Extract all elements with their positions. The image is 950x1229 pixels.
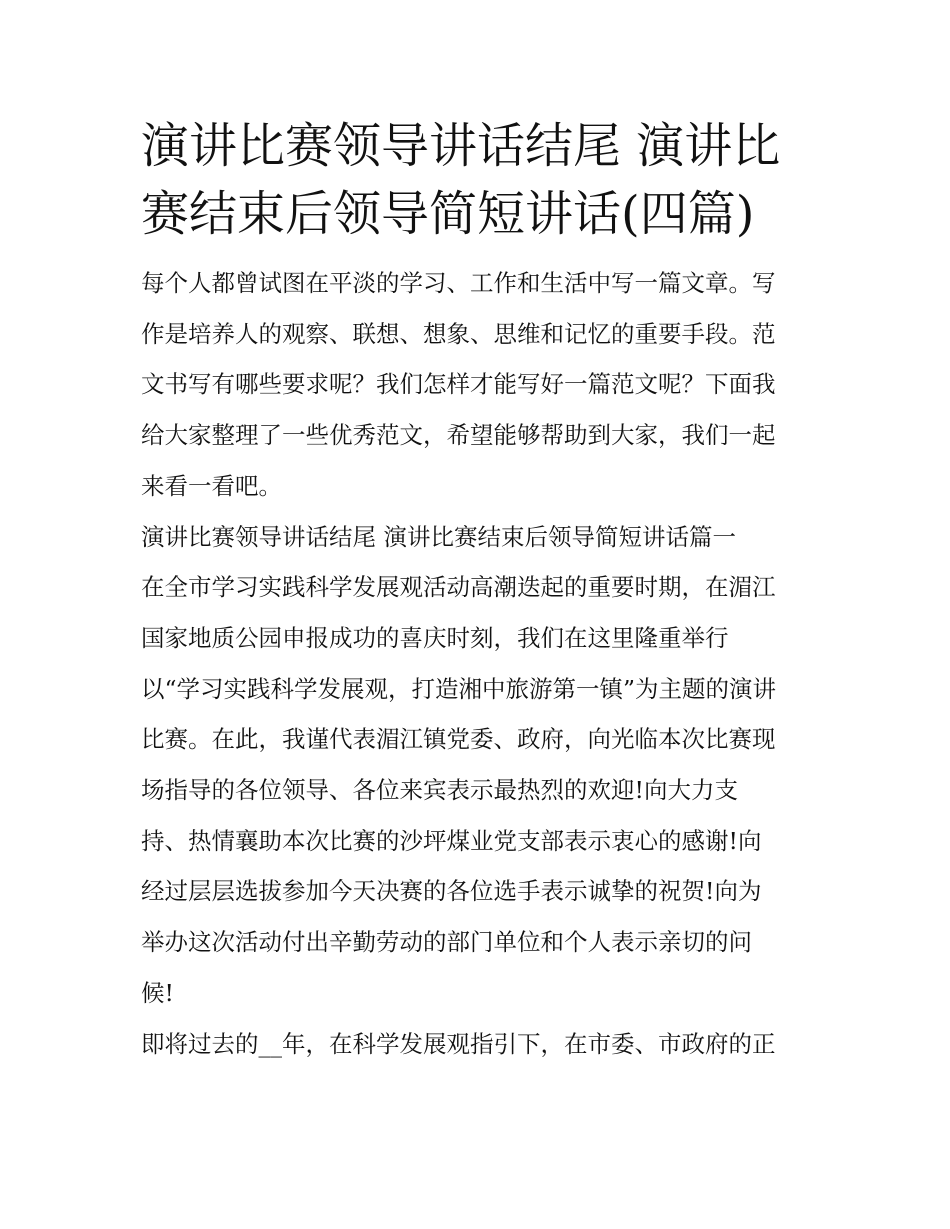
- body-line: 即将过去的__年，在科学发展观指引下，在市委、市政府的正: [141, 1029, 776, 1058]
- body-line: 来看一看吧。: [141, 471, 282, 500]
- body-line: 在全市学习实践科学发展观活动高潮迭起的重要时期，在湄江: [141, 573, 776, 602]
- body-line: 候!: [141, 978, 174, 1007]
- document-title: [141, 112, 813, 248]
- body-line: 举办这次活动付出辛勤劳动的部门单位和个人表示亲切的问: [141, 928, 752, 957]
- document-body: [141, 258, 813, 1069]
- body-line: 比赛。在此，我谨代表湄江镇党委、政府，向光临本次比赛现: [141, 725, 776, 754]
- body-line: 场指导的各位领导、各位来宾表示最热烈的欢迎!向大力支: [141, 776, 738, 805]
- document-page: [141, 112, 813, 1069]
- body-line: 经过层层选拔参加今天决赛的各位选手表示诚挚的祝贺!向为: [141, 877, 762, 906]
- body-line: 每个人都曾试图在平淡的学习、工作和生活中写一篇文章。写: [141, 269, 776, 297]
- section-heading: 演讲比赛领导讲话结尾 演讲比赛结束后领导简短讲话篇一: [141, 522, 736, 551]
- body-line: 国家地质公园申报成功的喜庆时刻，我们在这里隆重举行: [141, 623, 729, 652]
- body-line: 以“学习实践科学发展观，打造湘中旅游第一镇”为主题的演讲: [141, 674, 777, 703]
- body-line: 文书写有哪些要求呢？我们怎样才能写好一篇范文呢？下面我: [141, 370, 776, 399]
- title-line-2: 赛结束后领导简短讲话(四篇): [141, 186, 755, 242]
- body-line: 持、热情襄助本次比赛的沙坪煤业党支部表示衷心的感谢!向: [141, 826, 762, 855]
- body-line: 作是培养人的观察、联想、想象、思维和记忆的重要手段。范: [141, 319, 776, 348]
- body-line: 给大家整理了一些优秀范文，希望能够帮助到大家，我们一起: [141, 421, 776, 450]
- title-line-1: 演讲比赛领导讲话结尾 演讲比: [141, 118, 781, 174]
